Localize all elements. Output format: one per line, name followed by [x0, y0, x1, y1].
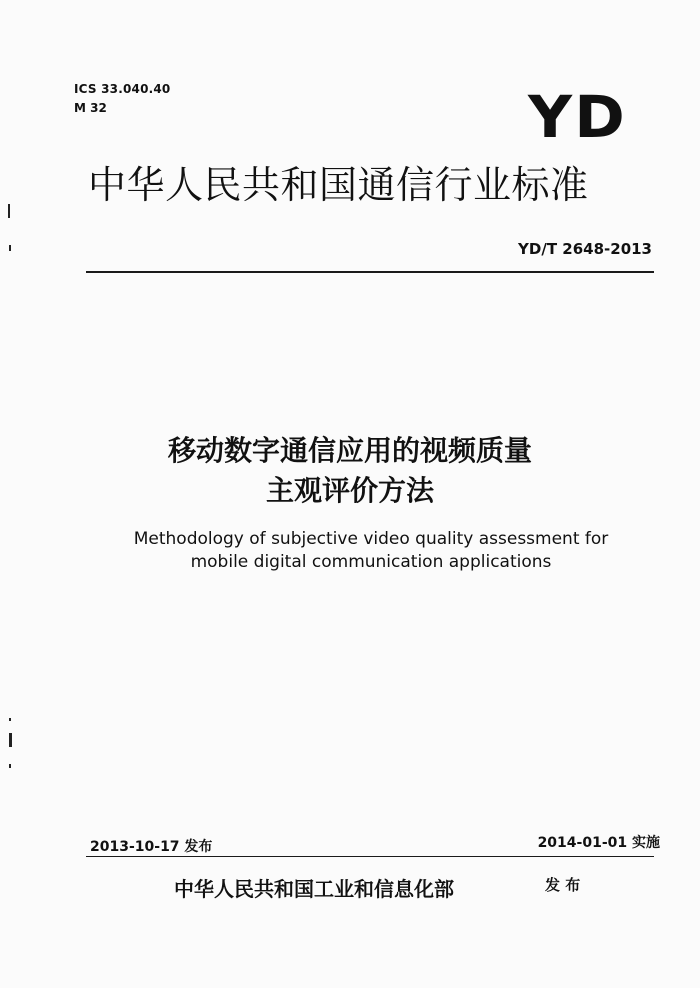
- issue-date: 2013-10-17 发布: [90, 839, 213, 855]
- scan-mark: [9, 718, 11, 721]
- effective-date: 2014-01-01 实施: [537, 835, 660, 851]
- document-title-en-line2: mobile digital communication applications: [190, 552, 552, 572]
- scan-mark: [9, 245, 11, 251]
- scan-mark: [9, 733, 12, 747]
- standard-title: 中华人民共和国通信行业标准: [88, 163, 589, 207]
- document-title-zh-line1: 移动数字通信应用的视频质量: [167, 434, 532, 467]
- standard-number: YD/T 2648-2013: [518, 240, 652, 258]
- footer-divider: [86, 856, 654, 857]
- document-title-zh-line2: 主观评价方法: [265, 474, 434, 507]
- scan-mark: [9, 764, 11, 768]
- document-title-en-line1: Methodology of subjective video quality assessment for: [133, 529, 609, 549]
- ics-code: ICS 33.040.40: [74, 82, 171, 96]
- classification-code: M 32: [74, 101, 107, 115]
- publish-label: 发 布: [545, 876, 581, 894]
- scan-mark: [8, 204, 10, 218]
- yd-logo: YD: [528, 83, 627, 151]
- header-divider: [86, 271, 654, 273]
- issuing-ministry: 中华人民共和国工业和信息化部: [174, 877, 454, 901]
